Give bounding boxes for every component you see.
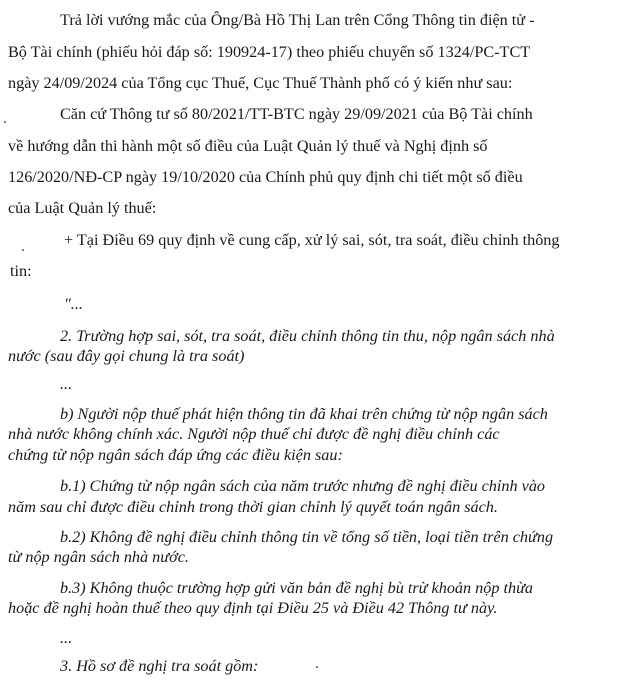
document-line: của Luật Quản lý thuế: <box>8 199 157 217</box>
scan-speck <box>316 666 318 668</box>
document-line: ngày 24/09/2024 của Tổng cục Thuế, Cục Thuế Thành phố có ý kiến như sau: <box>8 74 513 92</box>
document-line: về hướng dẫn thi hành một số điều của Luật Quản lý thuế và Nghị định số <box>8 137 488 155</box>
scan-speck <box>4 121 6 123</box>
document-line: nước (sau đây gọi chung là tra soát) <box>8 347 245 365</box>
document-line: 126/2020/NĐ-CP ngày 19/10/2020 của Chính phủ quy định chi tiết một số điều <box>8 168 523 186</box>
document-line: Căn cứ Thông tư số 80/2021/TT-BTC ngày 29/09/2021 của Bộ Tài chính <box>60 105 533 123</box>
document-line: chứng từ nộp ngân sách đáp ứng các điều kiện sau: <box>8 446 343 464</box>
document-line: b.1) Chứng từ nộp ngân sách của năm trước nhưng đề nghị điều chỉnh vào <box>60 477 546 495</box>
document-line: năm sau chỉ được điều chỉnh trong thời gian chỉnh lý quyết toán ngân sách. <box>8 498 498 516</box>
document-line: b) Người nộp thuế phát hiện thông tin đã khai trên chứng từ nộp ngân sách <box>60 405 548 423</box>
document-line: hoặc đề nghị hoàn thuế theo quy định tại Điều 25 và Điều 42 Thông tư này. <box>8 599 498 617</box>
document-line: nhà nước không chính xác. Người nộp thuế chỉ được đề nghị điều chỉnh các <box>8 425 500 443</box>
document-line: ... <box>60 629 73 647</box>
document-line: + Tại Điều 69 quy định về cung cấp, xử lý sai, sót, tra soát, điều chỉnh thông <box>64 231 560 249</box>
document-line: b.3) Không thuộc trường hợp gửi văn bản đề nghị bù trừ khoản nộp thừa <box>60 579 533 597</box>
document-line: tin: <box>10 262 32 280</box>
scan-speck <box>22 249 24 251</box>
document-line: Trả lời vướng mắc của Ông/Bà Hồ Thị Lan trên Cổng Thông tin điện tử - <box>60 11 535 29</box>
document-line: từ nộp ngân sách nhà nước. <box>8 548 189 566</box>
document-line: "... <box>64 295 83 313</box>
document-line: 2. Trường hợp sai, sót, tra soát, điều chỉnh thông tin thu, nộp ngân sách nhà <box>60 327 555 345</box>
document-line: 3. Hồ sơ đề nghị tra soát gồm: <box>60 657 259 675</box>
document-line: ... <box>60 375 73 393</box>
document-line: b.2) Không đề nghị điều chỉnh thông tin về tổng số tiền, loại tiền trên chứng <box>60 528 554 546</box>
document-line: Bộ Tài chính (phiếu hỏi đáp số: 190924-17) theo phiếu chuyển số 1324/PC-TCT <box>8 43 531 61</box>
